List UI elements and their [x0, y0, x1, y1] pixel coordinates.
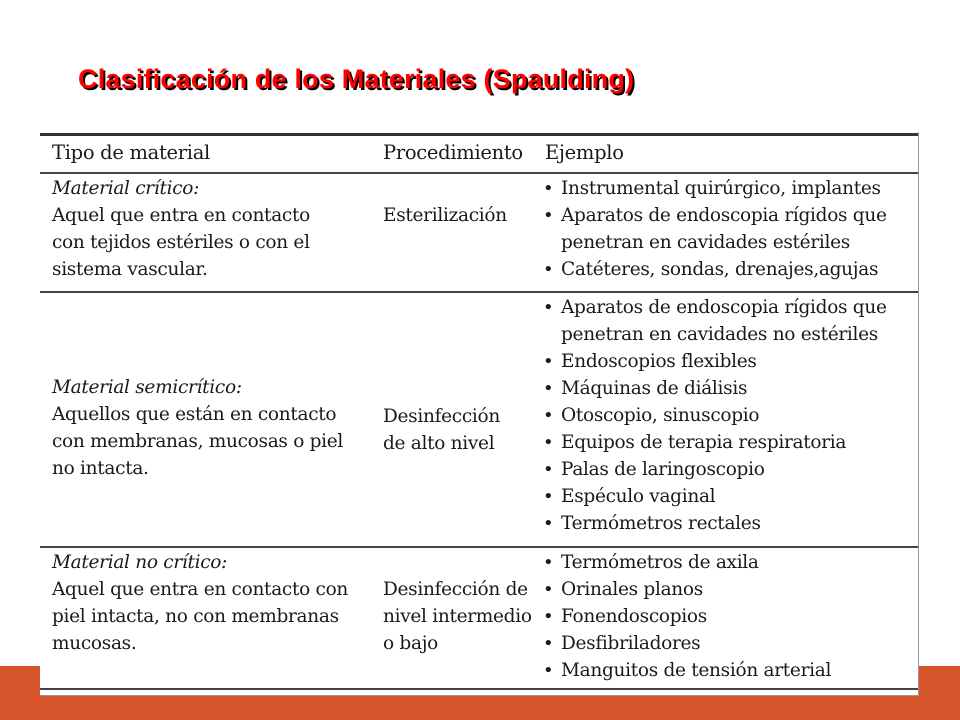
- row3-procedure: [383, 576, 532, 657]
- example-text: Aparatos de endoscopia rígidos que: [561, 297, 887, 318]
- row1-procedure-line: Esterilización: [383, 205, 507, 226]
- list-item: [540, 549, 831, 576]
- list-item: [540, 630, 831, 657]
- example-text: Desfibriladores: [561, 633, 701, 654]
- row2-rule: [40, 546, 918, 548]
- list-item: [540, 603, 831, 630]
- row3-type-cell: [52, 549, 348, 657]
- row2-procedure-line: de alto nivel: [383, 433, 495, 454]
- row2-procedure-line: Desinfección: [383, 406, 500, 427]
- list-item: [540, 175, 887, 202]
- example-text: Orinales planos: [561, 579, 703, 600]
- row1-rule: [40, 291, 918, 293]
- header-ejemplo: Ejemplo: [545, 141, 624, 164]
- row3-examples: [540, 549, 831, 684]
- example-text: Otoscopio, sinuscopio: [561, 405, 760, 426]
- example-text: Palas de laringoscopio: [561, 459, 765, 480]
- row3-procedure-line: nivel intermedio: [383, 606, 532, 627]
- header-procedimiento: Procedimiento: [383, 141, 523, 164]
- row1-type-cell: [52, 175, 310, 283]
- example-text: Máquinas de diálisis: [561, 378, 748, 399]
- row2-type-title: Material semicrítico:: [52, 377, 242, 398]
- row3-procedure-line: o bajo: [383, 633, 438, 654]
- example-text: Termómetros rectales: [561, 513, 761, 534]
- list-item: [540, 348, 887, 375]
- spaulding-table: [40, 131, 918, 695]
- row1-type-line: Aquel que entra en contacto: [52, 205, 310, 226]
- list-item: [540, 456, 887, 483]
- table-bottom-rule: [40, 688, 918, 690]
- row3-type-line: mucosas.: [52, 633, 137, 654]
- example-text: penetran en cavidades estériles: [561, 232, 850, 253]
- list-item: [540, 657, 831, 684]
- row2-type-line: no intacta.: [52, 458, 149, 479]
- row3-procedure-line: Desinfección de: [383, 579, 528, 600]
- header-rule: [40, 172, 918, 174]
- list-item: [540, 576, 831, 603]
- example-text: Equipos de terapia respiratoria: [561, 432, 847, 453]
- list-item: [540, 402, 887, 429]
- row2-procedure: [383, 403, 500, 457]
- example-text: Endoscopios flexibles: [561, 351, 757, 372]
- example-text: Instrumental quirúrgico, implantes: [561, 178, 881, 199]
- table-top-rule: [40, 133, 918, 136]
- row3-type-line: piel intacta, no con membranas: [52, 606, 339, 627]
- row1-procedure: [383, 202, 507, 229]
- row2-type-line: con membranas, mucosas o piel: [52, 431, 344, 452]
- row1-type-line: sistema vascular.: [52, 259, 208, 280]
- example-text: Espéculo vaginal: [561, 486, 716, 507]
- list-item: [540, 294, 887, 348]
- example-text: Manguitos de tensión arterial: [561, 660, 832, 681]
- row2-examples: [540, 294, 887, 537]
- example-text: Fonendoscopios: [561, 606, 707, 627]
- row3-type-line: Aquel que entra en contacto con: [52, 579, 349, 600]
- example-text: Catéteres, sondas, drenajes,agujas: [561, 259, 879, 280]
- row3-type-title: Material no crítico:: [52, 552, 228, 573]
- header-tipo: Tipo de material: [52, 141, 210, 164]
- list-item: [540, 256, 887, 283]
- row1-type-title: Material crítico:: [52, 178, 200, 199]
- example-text: penetran en cavidades no estériles: [561, 324, 878, 345]
- example-text: Termómetros de axila: [561, 552, 759, 573]
- list-item: [540, 429, 887, 456]
- row1-examples: [540, 175, 887, 283]
- list-item: [540, 375, 887, 402]
- row2-type-cell: [52, 374, 343, 482]
- page-title: Clasificación de los Materiales (Spaulding): [78, 64, 635, 94]
- row2-type-line: Aquellos que están en contacto: [52, 404, 337, 425]
- example-text: Aparatos de endoscopia rígidos que: [561, 205, 887, 226]
- list-item: [540, 202, 887, 256]
- row1-type-line: con tejidos estériles o con el: [52, 232, 310, 253]
- list-item: [540, 483, 887, 510]
- list-item: [540, 510, 887, 537]
